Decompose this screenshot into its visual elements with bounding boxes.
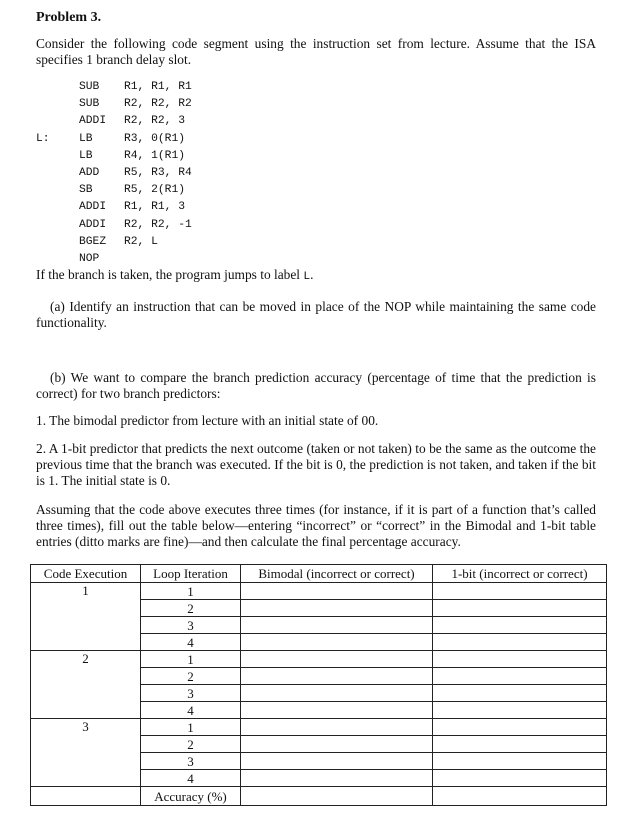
part-a-question: (a) Identify an instruction that can be moved in place of the NOP while maintaining the same code functionality. [36,299,596,330]
bimodal-answer-cell[interactable] [241,600,433,617]
loop-iteration-cell: 2 [141,600,241,617]
code-segment [36,79,192,268]
code-label: L: [36,132,50,145]
table-row [31,583,607,600]
one-bit-accuracy-cell[interactable] [433,787,607,806]
loop-iteration-cell: 3 [141,617,241,634]
assumption-paragraph: Assuming that the code above executes three times (for instance, if it is part of a function that’s called three times), fill out the table below—entering “incorrect” or “correct” in the Bimodal and 1-bit table entries (ditto marks are fine)—and then calculate the final percentage accuracy. [36,502,596,549]
code-line [36,113,192,130]
one-bit-answer-cell[interactable] [433,600,607,617]
loop-iteration-cell: 1 [141,719,241,736]
code-line [36,234,192,251]
table-header-row [31,565,607,583]
code-label [36,148,79,165]
table-row [31,651,607,668]
one-bit-answer-cell[interactable] [433,617,607,634]
accuracy-label: Accuracy (%) [141,787,241,806]
code-operands: R2, R2, R2 [124,98,192,111]
code-opcode: LB [79,132,93,145]
one-bit-answer-cell[interactable] [433,668,607,685]
branch-note-end: . [310,267,314,282]
header-loop-iteration: Loop Iteration [141,565,241,583]
code-operands: R4, 1(R1) [124,149,186,162]
bimodal-answer-cell[interactable] [241,753,433,770]
code-opcode: NOP [79,252,100,265]
code-operands: R5, R3, R4 [124,166,192,179]
bimodal-answer-cell[interactable] [241,583,433,600]
accuracy-blank-cell [31,787,141,806]
one-bit-answer-cell[interactable] [433,753,607,770]
code-operands: R2, L [124,235,158,248]
code-line [36,182,192,199]
bimodal-answer-cell[interactable] [241,651,433,668]
code-operands: R3, 0(R1) [124,132,186,145]
one-bit-answer-cell[interactable] [433,736,607,753]
table-body [31,583,607,806]
one-bit-answer-cell[interactable] [433,770,607,787]
bimodal-answer-cell[interactable] [241,634,433,651]
one-bit-answer-cell[interactable] [433,634,607,651]
header-bimodal: Bimodal (incorrect or correct) [241,565,433,583]
code-label [36,96,79,113]
bimodal-answer-cell[interactable] [241,685,433,702]
code-opcode: SUB [79,98,100,111]
one-bit-answer-cell[interactable] [433,651,607,668]
code-opcode: ADDI [79,218,107,231]
code-label [36,251,79,268]
code-opcode: SUB [79,81,100,93]
bimodal-answer-cell[interactable] [241,770,433,787]
one-bit-answer-cell[interactable] [433,583,607,600]
code-line [36,251,192,268]
code-opcode: ADD [79,166,100,179]
table-row [31,719,607,736]
code-label [36,113,79,130]
header-one-bit: 1-bit (incorrect or correct) [433,565,607,583]
code-opcode: BGEZ [79,235,107,248]
header-code-execution: Code Execution [31,565,141,583]
code-execution-cell: 1 [31,583,141,651]
code-execution-cell: 2 [31,651,141,719]
branch-note-label: L [303,271,311,283]
prediction-table [30,564,607,806]
accuracy-row [31,787,607,806]
branch-note [36,267,596,286]
code-label [36,79,79,96]
code-execution-cell: 3 [31,719,141,787]
code-label [36,165,79,182]
problem-title: Problem 3. [36,10,102,25]
loop-iteration-cell: 4 [141,702,241,719]
code-opcode: LB [79,149,93,162]
bimodal-answer-cell[interactable] [241,702,433,719]
loop-iteration-cell: 1 [141,583,241,600]
loop-iteration-cell: 2 [141,736,241,753]
loop-iteration-cell: 4 [141,634,241,651]
code-opcode: ADDI [79,201,107,214]
bimodal-answer-cell[interactable] [241,668,433,685]
predictor-2: 2. A 1-bit predictor that predicts the next outcome (taken or not taken) to be the same as the outcome the previous time that the branch was executed. If the bit is 0, the prediction is not taken, and taken if the bit is 1. The initial state is 0. [36,441,596,488]
predictor-1: 1. The bimodal predictor from lecture with an initial state of 00. [36,413,379,428]
code-label [36,234,79,251]
code-line [36,96,192,113]
code-line [36,79,192,96]
code-line [36,131,192,148]
loop-iteration-cell: 1 [141,651,241,668]
code-operands: R1, R1, R1 [124,81,192,93]
code-label [36,182,79,199]
bimodal-answer-cell[interactable] [241,617,433,634]
bimodal-accuracy-cell[interactable] [241,787,433,806]
code-operands: R2, R2, -1 [124,218,192,231]
branch-note-text: If the branch is taken, the program jumps to label [36,267,304,282]
code-line [36,199,192,216]
one-bit-answer-cell[interactable] [433,719,607,736]
intro-paragraph: Consider the following code segment using the instruction set from lecture. Assume that the ISA specifies 1 branch delay slot. [36,36,596,67]
code-line [36,217,192,234]
code-operands: R5, 2(R1) [124,184,186,197]
code-line [36,148,192,165]
code-line [36,165,192,182]
one-bit-answer-cell[interactable] [433,685,607,702]
code-opcode: SB [79,184,93,197]
loop-iteration-cell: 4 [141,770,241,787]
one-bit-answer-cell[interactable] [433,702,607,719]
code-label [36,199,79,216]
code-opcode: ADDI [79,115,107,128]
loop-iteration-cell: 3 [141,685,241,702]
code-label [36,217,79,234]
code-operands: R1, R1, 3 [124,201,186,214]
loop-iteration-cell: 3 [141,753,241,770]
bimodal-answer-cell[interactable] [241,736,433,753]
bimodal-answer-cell[interactable] [241,719,433,736]
code-operands: R2, R2, 3 [124,115,186,128]
loop-iteration-cell: 2 [141,668,241,685]
part-b-question: (b) We want to compare the branch prediction accuracy (percentage of time that the prediction is correct) for two branch predictors: [36,370,596,401]
